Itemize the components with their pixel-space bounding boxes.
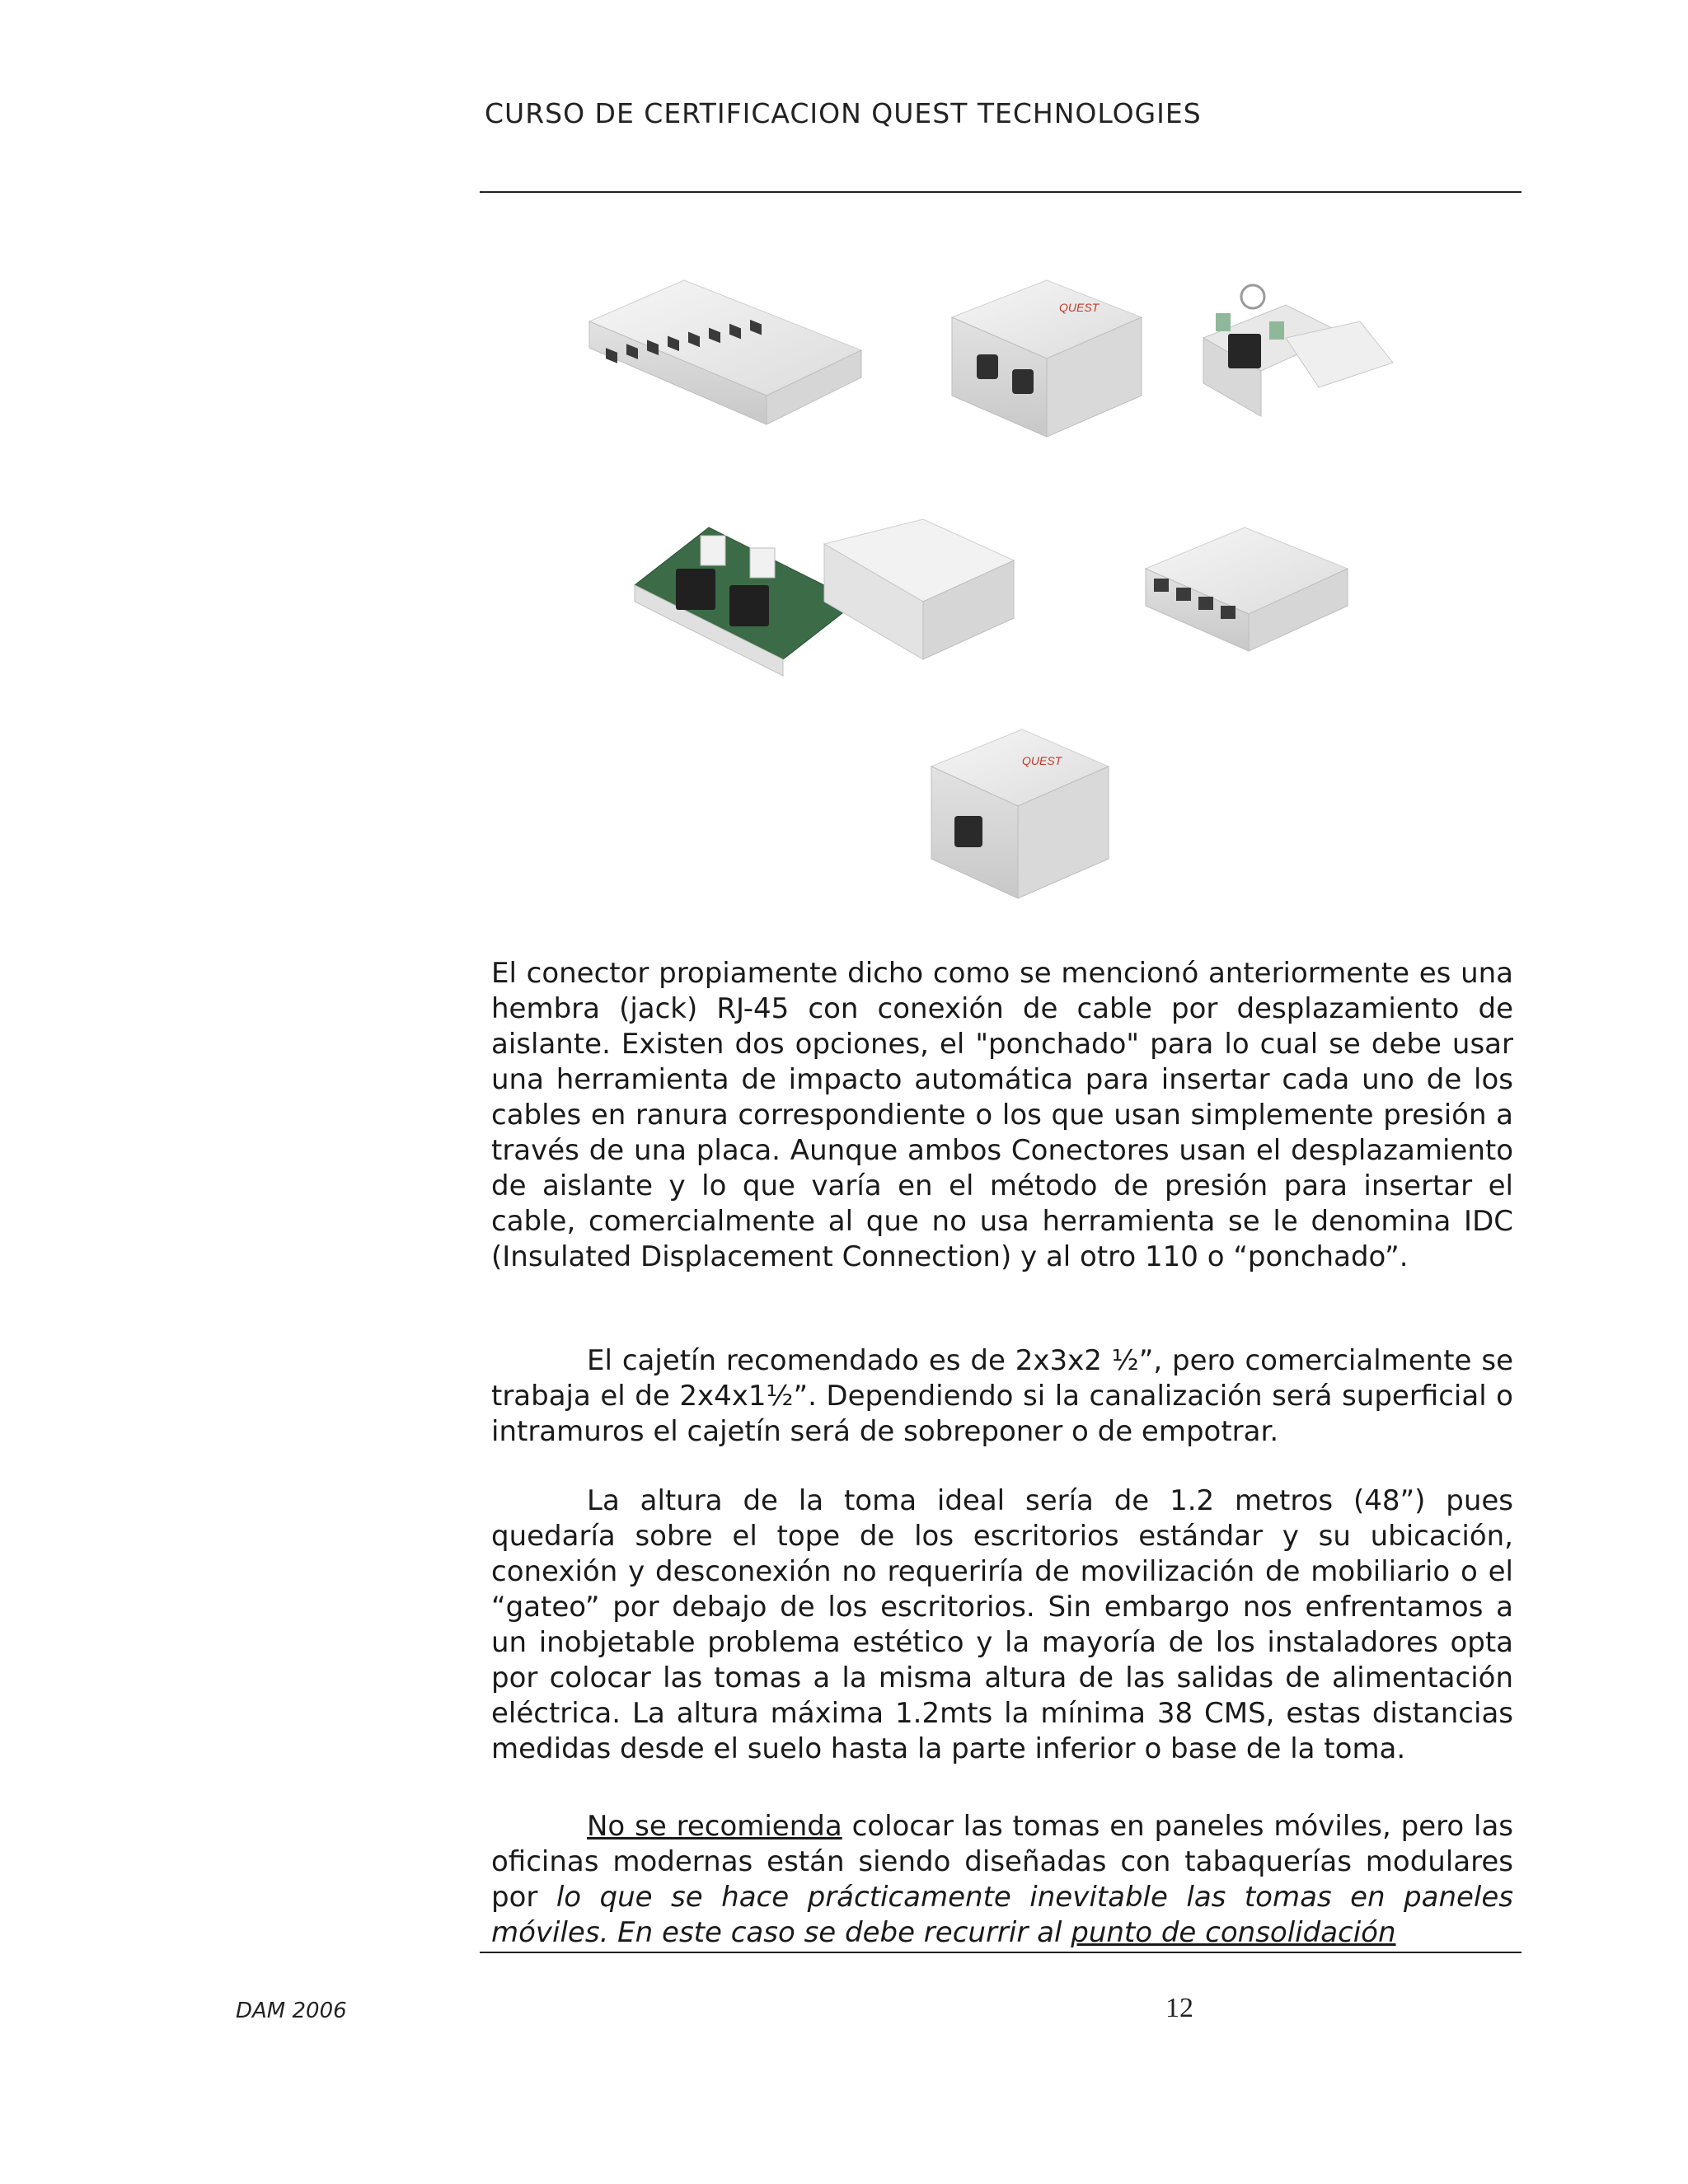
four-port-surface-box: [1146, 527, 1348, 651]
underlined-phrase: No se recomienda: [587, 1810, 842, 1843]
footer-rule: [480, 1952, 1522, 1953]
open-jack-box: [1203, 285, 1393, 416]
header-rule: [480, 191, 1522, 193]
paragraph-cajetin: El cajetín recomendado es de 2x3x2 ½”, pero comercialmente se trabaja el de 2x4x1½”. Dependiendo si la canalización será superficial o intramuros el cajetín será de sobreponer o de empotrar.: [491, 1344, 1513, 1448]
page-header-title: CURSO DE CERTIFICACION QUEST TECHNOLOGIES: [485, 97, 1202, 129]
italic-phrase: lo que se hace prácticamente inevitable las tomas en paneles móviles. En este caso se debe recurrir al: [491, 1881, 1513, 1949]
open-two-port-pcb-box: [635, 519, 1014, 676]
quest-logo-small: QUEST: [1022, 754, 1062, 767]
connector-products-figure: [577, 272, 1484, 915]
eight-port-surface-box: [589, 280, 861, 424]
footer-author-year: DAM 2006: [236, 1999, 347, 2023]
paragraph-paneles-moviles: No se recomienda colocar las tomas en paneles móviles, pero las oficinas modernas están siendo diseñadas con tabaquerías modulares por lo que se hace prácticamente inevitable las tomas en paneles móviles. En este caso se debe recurrir al punto de consolidación: [491, 1810, 1514, 1949]
quest-logo: QUEST: [1059, 301, 1100, 314]
italic-underlined-phrase: punto de consolidación: [1071, 1916, 1396, 1949]
page-number: 12: [1165, 1993, 1193, 2023]
two-port-surface-box: [952, 280, 1142, 437]
single-port-surface-box: [931, 729, 1109, 898]
paragraph-connector: El conector propiamente dicho como se mencionó anteriormente es una hembra (jack) RJ-45 con conexión de cable por desplazamiento de aislante. Existen dos opciones, el "ponchado" para lo cual se debe usar una herramienta de impacto automática para insertar cada uno de los cables en ranura correspondiente o los que usan simplemente presión a través de una placa. Aunque ambos Conectores usan el desplazamiento de aislante y lo que varía en el método de presión para insertar el cable, comercialmente al que no usa herramienta se le denomina IDC (Insulated Displacement Connection) y al otro 110 o “ponchado”.: [491, 957, 1513, 1273]
paragraph-altura: La altura de la toma ideal sería de 1.2 metros (48”) pues quedaría sobre el tope de los escritorios estándar y su ubicación, conexión y desconexión no requeriría de movilización de mobiliario o el “gateo” por debajo de los escritorios. Sin embargo nos enfrentamos a un inobjetable problema estético y la mayoría de los instaladores opta por colocar las tomas a la misma altura de las salidas de alimentación eléctrica. La altura máxima 1.2mts la mínima 38 CMS, estas distancias medidas desde el suelo hasta la parte inferior o base de la toma.: [491, 1484, 1513, 1765]
